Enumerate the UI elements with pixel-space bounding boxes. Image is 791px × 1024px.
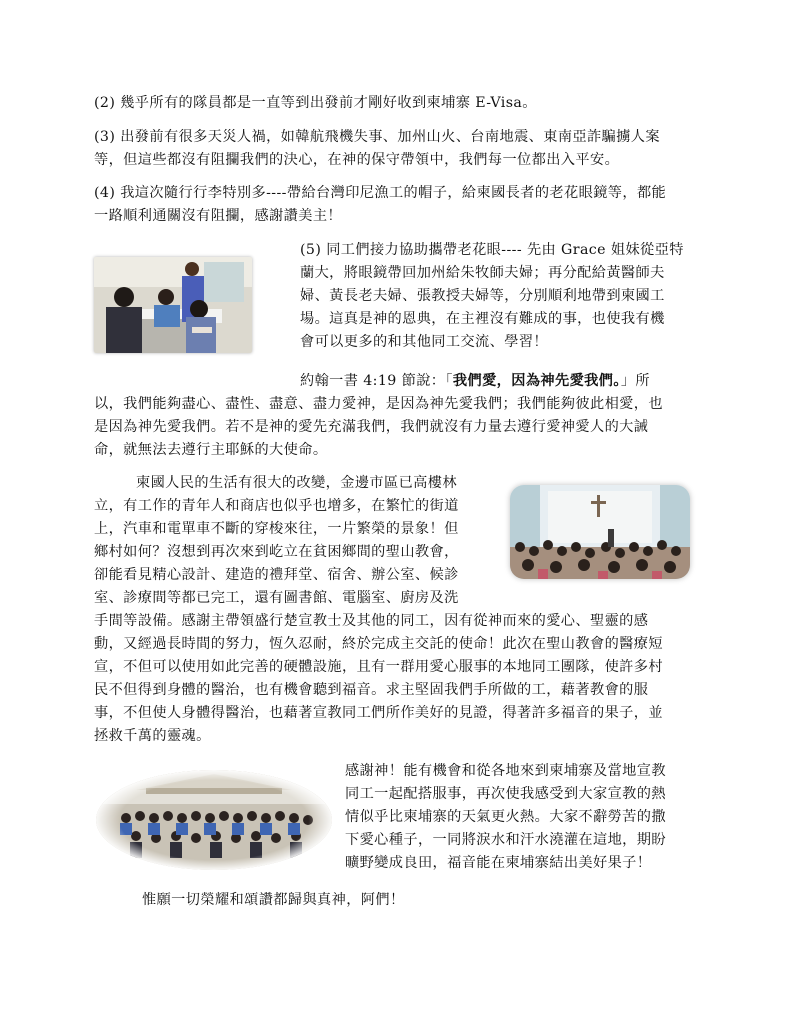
- paragraph-7: [345, 760, 666, 875]
- paragraph-6-wrapped: [94, 472, 459, 587]
- verse-intro: 約翰一書 4:19 節說：「: [300, 373, 453, 389]
- text-line: (4) 我這次隨行行李特別多----帶給台灣印尼漁工的帽子，給柬國長者的老花眼鏡等，都能: [94, 185, 667, 201]
- text-line: (3) 出發前有很多天災人禍，如韓航飛機失事、加州山火、台南地震、東南亞詐騙擄人案: [94, 129, 660, 145]
- text-line: 手間等設備。感謝主帶領盛行楚宣教士及其他的同工，因有從神而來的愛心、聖靈的感: [94, 613, 649, 629]
- text-line: 感謝神！能有機會和從各地來到柬埔寨及當地宣教: [345, 763, 666, 779]
- text-line: 婦、黃長老夫婦、張教授夫婦等，分別順利地帶到柬國工: [300, 288, 665, 304]
- verse-quote: 我們愛，因為神先愛我們。: [452, 373, 621, 389]
- text-line: 等，但這些都沒有阻攔我們的決心，在神的保守帶領中，我們每一位都出入平安。: [94, 152, 620, 168]
- text-line: 蘭大，將眼鏡帶回加州給朱牧師夫婦；再分配給黃醫師夫: [300, 265, 665, 281]
- paragraph-6-continued: [94, 587, 663, 748]
- text-line: 卻能看見精心設計、建造的禮拜堂、宿舍、辦公室、候診: [94, 567, 459, 583]
- photo-church-interior: [510, 485, 690, 579]
- text-line: 動，又經過長時間的努力，恆久忍耐，終於完成主交託的使命！此次在聖山教會的醫療短: [94, 636, 663, 652]
- text-line: 事，不但使人身體得醫治，也藉著宣教同工們所作美好的見證，得著許多福音的果子，並: [94, 705, 663, 721]
- text-line: 一路順利通關沒有阻攔，感謝讚美主！: [94, 208, 342, 224]
- verse-continuation: 」所: [620, 373, 651, 389]
- paragraph-3: [94, 126, 660, 172]
- text-line: 是因為神先愛我們。若不是神的愛先充滿我們，我們就沒有力量去遵行愛神愛人的大誡: [94, 419, 649, 435]
- text-line: 宣，不但可以使用如此完善的硬體設施，且有一群用愛心服事的本地同工團隊，使許多村: [94, 659, 663, 675]
- text-line: (5) 同工們接力協助攜帶老花眼---- 先由 Grace 姐妹從亞特: [300, 242, 684, 258]
- text-line: 柬國人民的生活有很大的改變，金邊市區已高樓林: [136, 475, 457, 491]
- verse-paragraph-body: [94, 393, 663, 462]
- text-line: 下愛心種子，一同將淚水和汗水澆灌在這地，期盼: [345, 832, 666, 848]
- verse-first-line: [300, 370, 650, 393]
- text-line: 上，汽車和電單車不斷的穿梭來往，一片繁榮的景象！但: [94, 521, 459, 537]
- text-line: 拯救千萬的靈魂。: [94, 728, 211, 744]
- paragraph-4: [94, 182, 666, 228]
- text-line: 室、診療間等都已完工，還有圖書館、電腦室、廚房及洗: [94, 590, 459, 606]
- text-line: 惟願一切榮耀和頌讚都歸與真神，阿們！: [142, 892, 405, 908]
- photo-group-team: [96, 770, 332, 870]
- paragraph-5: [300, 239, 684, 354]
- text-line: 鄉村如何？沒想到再次來到屹立在貧困鄉間的聖山教會，: [94, 544, 459, 560]
- text-line: 場。這真是神的恩典，在主裡沒有難成的事，也使我有機: [300, 311, 665, 327]
- paragraph-2: [94, 92, 537, 115]
- text-line: 立，有工作的青年人和商店也似乎也增多，在繁忙的街道: [94, 498, 459, 514]
- closing-line: [142, 889, 405, 912]
- text-line: 命，就無法去遵行主耶穌的大使命。: [94, 442, 328, 458]
- verse-paragraph: [300, 370, 650, 393]
- text-line: 以，我們能夠盡心、盡性、盡意、盡力愛神，是因為神先愛我們；我們能夠彼此相愛，也: [94, 396, 663, 412]
- text-line: 民不但得到身體的醫治，也有機會聽到福音。求主堅固我們手所做的工，藉著教會的服: [94, 682, 649, 698]
- text-line: (2) 幾乎所有的隊員都是一直等到出發前才剛好收到柬埔寨 E-Visa。: [94, 95, 537, 111]
- text-line: 情似乎比柬埔寨的天氣更火熱。大家不辭勞苦的撒: [345, 809, 666, 825]
- photo-volunteers-eyeglasses: [94, 257, 252, 353]
- text-line: 同工一起配搭服事，再次使我感受到大家宣教的熱: [345, 786, 666, 802]
- text-line: 會可以更多的和其他同工交流、學習！: [300, 334, 548, 350]
- text-line: 曠野變成良田，福音能在柬埔寨結出美好果子！: [345, 855, 652, 871]
